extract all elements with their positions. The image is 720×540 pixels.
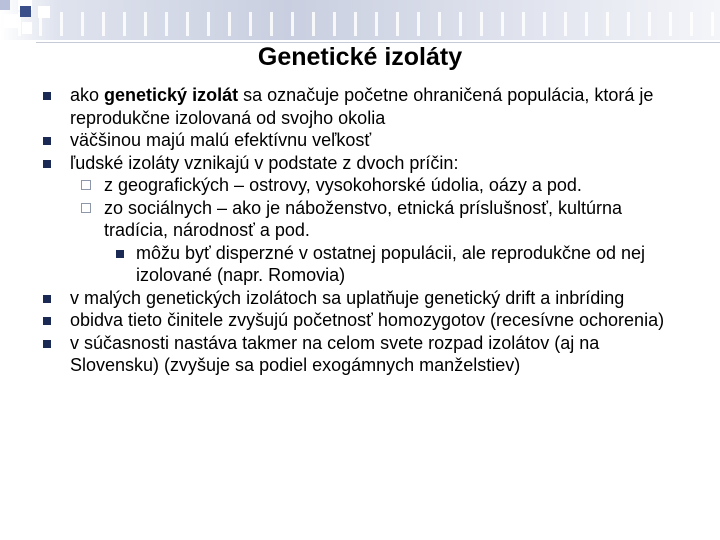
bullet-text: väčšinou majú malú efektívnu veľkosť bbox=[70, 130, 372, 150]
bullet-text-bold: genetický izolát bbox=[104, 85, 239, 105]
bullet-item bbox=[0, 84, 720, 129]
sub-bullet-item bbox=[0, 174, 720, 197]
sub-bullet-item bbox=[0, 197, 720, 242]
bullet-text: v malých genetických izolátoch sa uplatňuje genetický drift a inbríding bbox=[70, 287, 625, 308]
bullet-text: zo sociálnych – ako je náboženstvo, etnická príslušnosť, kultúrna tradícia, národnosť a pod. bbox=[104, 197, 623, 240]
bullet-text: z geografických – ostrovy, vysokohorské údolia, oázy a pod. bbox=[104, 175, 582, 195]
bullet-item bbox=[0, 287, 720, 310]
bullet-text-before: ako bbox=[70, 85, 105, 105]
bullet-item bbox=[0, 309, 720, 332]
square-bullet-icon bbox=[43, 160, 51, 168]
header-decoration-grid bbox=[0, 12, 720, 36]
hollow-square-bullet-icon bbox=[81, 203, 91, 213]
bullet-text: v súčasnosti nastáva takmer na celom svete rozpad izolátov (aj na Slovensku) (zvyšuje sa podiel exogámnych manželstiev) bbox=[70, 332, 600, 375]
bullet-item bbox=[0, 129, 720, 152]
bullet-text: ľudské izoláty vznikajú v podstate z dvoch príčin: bbox=[70, 152, 459, 173]
sub-sub-bullet-item bbox=[0, 242, 720, 287]
header-decoration-square bbox=[22, 22, 32, 34]
square-bullet-icon bbox=[43, 295, 51, 303]
header-decoration-square bbox=[4, 14, 18, 28]
header-decoration-square bbox=[20, 6, 31, 17]
bullet-text: môžu byť disperzné v ostatnej populácii, ale reprodukčne od nej izolované (napr. Romovia) bbox=[136, 242, 646, 285]
square-bullet-icon bbox=[43, 317, 51, 325]
header-decoration-square bbox=[0, 0, 10, 10]
header-decoration-square bbox=[38, 6, 50, 18]
bullet-text-after: sa označuje početne ohraničená populácia, ktorá je reprodukčne izolovaná od svojho okolia bbox=[70, 85, 654, 128]
slide-title: Genetické izoláty bbox=[257, 43, 463, 71]
hollow-square-bullet-icon bbox=[81, 180, 91, 190]
square-bullet-icon bbox=[43, 340, 51, 348]
bullet-text: obidva tieto činitele zvyšujú početnosť homozygotov (recesívne ochorenia) bbox=[70, 310, 665, 330]
square-bullet-icon bbox=[43, 137, 51, 145]
square-bullet-icon bbox=[43, 92, 51, 100]
bullet-item bbox=[0, 152, 720, 175]
bullet-item bbox=[0, 332, 720, 377]
slide-content bbox=[0, 84, 720, 377]
square-bullet-icon bbox=[116, 250, 124, 258]
